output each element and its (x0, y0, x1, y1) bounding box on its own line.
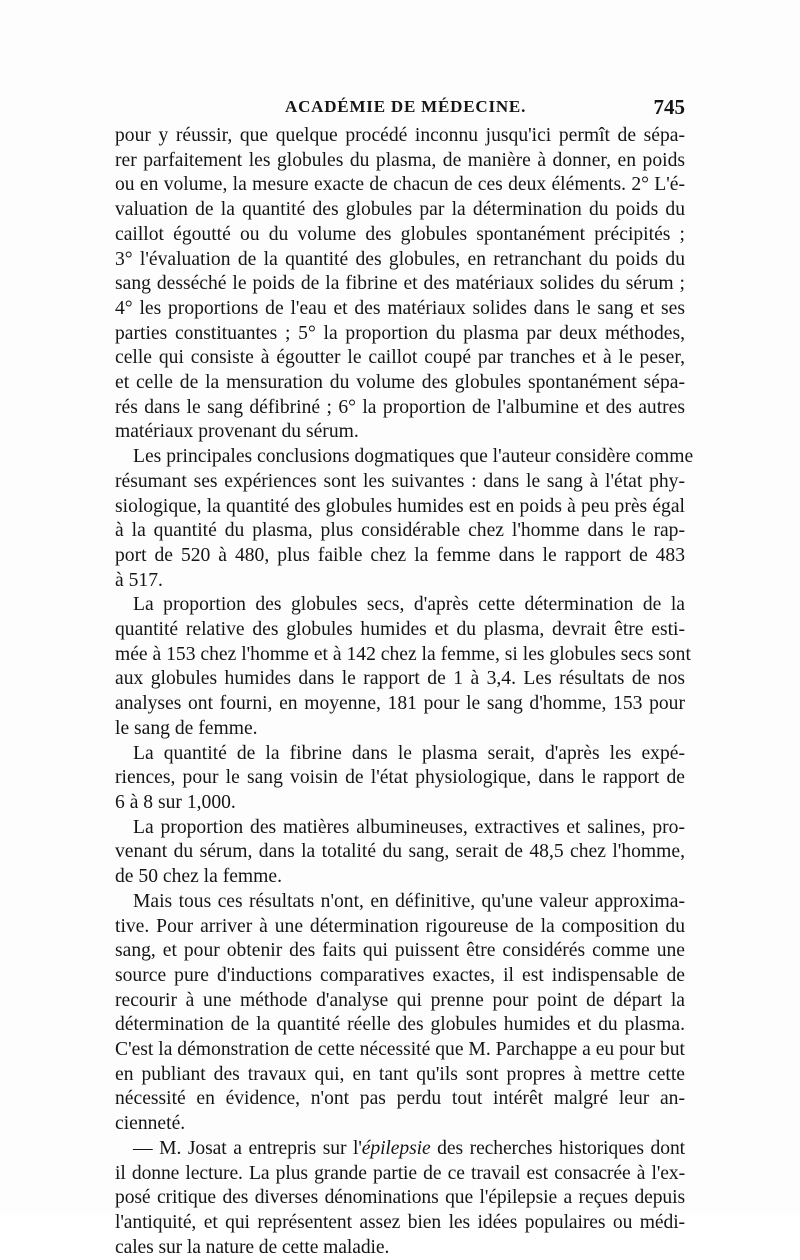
paragraph-fibrine (115, 742, 685, 816)
running-header (115, 97, 685, 123)
text-line: mée à 153 chez l'homme et à 142 chez la femme, si les globules secs sont (115, 643, 691, 665)
paragraph-parchappe (115, 890, 685, 1137)
paragraph-dry-globules (115, 593, 691, 741)
text-segment: des recherches historiques dont (430, 1137, 685, 1159)
text-line: rer parfaitement les globules du plasma, de manière à donner, en poids (115, 149, 685, 171)
text-line: pour y réussir, que quelque procédé inconnu jusqu'ici permît de sépa- (115, 125, 685, 146)
text-line: caillot égoutté ou du volume des globules spontanément précipités ; (115, 223, 685, 245)
text-line: en publiant des travaux qui, en tant qu'ils sont propres à mettre cette (115, 1063, 685, 1085)
text-line: C'est la démonstration de cette nécessité que M. Parchappe a eu pour but (115, 1039, 685, 1061)
running-title: ACADÉMIE DE MÉDECINE. (285, 97, 527, 116)
text-line: à 517. (115, 569, 163, 591)
text-line: posé critique des diverses dénominations que l'épilepsie a reçues depuis (115, 1187, 685, 1209)
paragraph-albumin (115, 816, 685, 890)
text-line: riences, pour le sang voisin de l'état physiologique, dans le rapport de (115, 767, 685, 789)
text-line: Mais tous ces résultats n'ont, en définitive, qu'une valeur approxima- (133, 890, 685, 912)
text-line: matériaux provenant du sérum. (115, 421, 359, 443)
paragraph-methods (115, 124, 685, 445)
italic-term: épilepsie (361, 1137, 431, 1159)
text-line: et celle de la mensuration du volume des globules spontanément sépa- (115, 372, 685, 394)
text-line: parties constituantes ; 5° la proportion du plasma par deux méthodes, (115, 322, 685, 344)
text-line: cales sur la nature de cette maladie. (115, 1236, 390, 1258)
text-line: l'antiquité, et qui représentent assez bien les idées populaires ou médi- (115, 1211, 685, 1233)
text-line: valuation de la quantité des globules par la détermination du poids du (115, 199, 685, 221)
text-line: La proportion des globules secs, d'après cette détermination de la (133, 594, 685, 616)
text-line: ou en volume, la mesure exacte de chacun de ces deux éléments. 2° L'é- (115, 174, 685, 196)
text-line: siologique, la quantité des globules humides est en poids à peu près égal (115, 495, 685, 517)
text-line (115, 1137, 685, 1162)
text-line: de 50 chez la femme. (115, 866, 283, 888)
text-line: aux globules humides dans le rapport de 1 à 3,4. Les résultats de nos (115, 668, 685, 690)
text-line: port de 520 à 480, plus faible chez la femme dans le rapport de 483 (115, 544, 685, 566)
page-number: 745 (653, 95, 685, 119)
text-line: détermination de la quantité réelle des globules humides et du plasma. (115, 1014, 685, 1036)
text-line: analyses ont fourni, en moyenne, 181 pour le sang d'homme, 153 pour (115, 693, 685, 715)
text-line: Les principales conclusions dogmatiques que l'auteur considère comme (133, 446, 694, 468)
text-line: venant du sérum, dans la totalité du sang, serait de 48,5 chez l'homme, (115, 841, 685, 863)
text-line: La proportion des matières albumineuses, extractives et salines, pro- (133, 816, 685, 838)
text-line: source pure d'inductions comparatives exactes, il est indispensable de (115, 964, 685, 986)
text-line: résumant ses expériences sont les suivantes : dans le sang à l'état phy- (115, 470, 685, 492)
text-line: quantité relative des globules humides et du plasma, devrait être esti- (115, 619, 685, 641)
body-text (115, 124, 694, 1260)
text-line: recourir à une méthode d'analyse qui prenne pour point de départ la (115, 989, 685, 1011)
text-line: à la quantité du plasma, plus considérable chez l'homme dans le rap- (115, 520, 685, 542)
text-line: le sang de femme. (115, 717, 258, 739)
text-segment: — M. Josat a entrepris sur l' (133, 1137, 362, 1159)
text-line: nécessité en évidence, n'ont pas perdu tout intérêt malgré leur an- (115, 1088, 685, 1110)
text-line: sang, et pour obtenir des faits qui puissent être considérés comme une (115, 940, 685, 962)
text-line: tive. Pour arriver à une détermination rigoureuse de la composition du (115, 915, 685, 937)
text-line: celle qui consiste à égoutter le caillot coupé par tranches et à le peser, (115, 347, 685, 369)
text-line: 6 à 8 sur 1,000. (115, 791, 236, 813)
text-line: il donne lecture. La plus grande partie de ce travail est consacrée à l'ex- (115, 1162, 685, 1184)
text-line: rés dans le sang défibriné ; 6° la proportion de l'albumine et des autres (115, 396, 685, 418)
text-line: sang desséché le poids de la fibrine et des matériaux solides du sérum ; (115, 273, 685, 295)
paragraph-conclusions (115, 445, 694, 593)
text-line: 4° les proportions de l'eau et des matériaux solides dans le sang et ses (115, 297, 685, 319)
paragraph-epilepsy (115, 1137, 685, 1260)
text-line: La quantité de la fibrine dans le plasma serait, d'après les expé- (133, 742, 685, 764)
text-line: 3° l'évaluation de la quantité des globules, en retranchant du poids du (115, 248, 685, 270)
text-line: cienneté. (115, 1113, 186, 1135)
